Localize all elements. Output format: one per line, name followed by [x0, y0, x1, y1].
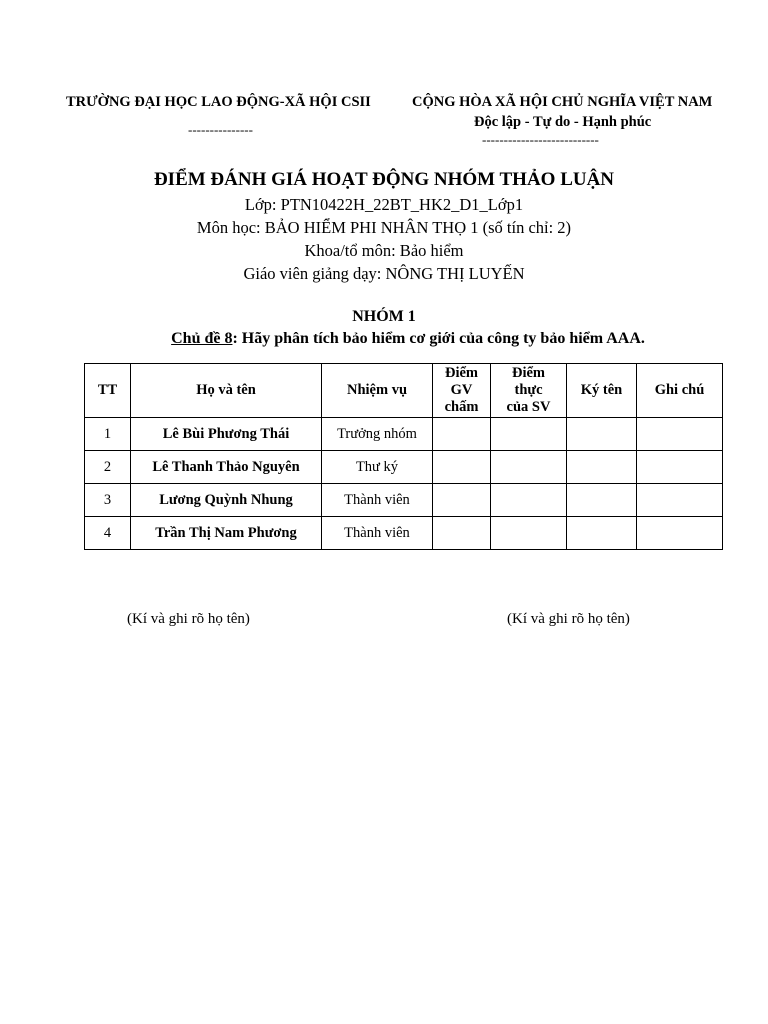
row-gv-score: [433, 484, 491, 517]
row-gv-score: [433, 517, 491, 550]
table-row: [85, 517, 723, 550]
faculty-line: Khoa/tổ môn: Bảo hiểm: [304, 241, 464, 260]
row-role: Thành viên: [322, 484, 433, 517]
country-motto-divider: ---------------------------: [482, 132, 599, 147]
signature-left: (Kí và ghi rõ họ tên): [127, 611, 250, 627]
row-note: [637, 484, 723, 517]
row-sv-score: [491, 484, 567, 517]
topic-label: Chủ đề 8: [171, 330, 233, 347]
group-heading: NHÓM 1: [352, 308, 416, 325]
header-sv-score: [491, 364, 567, 418]
table-row: [85, 484, 723, 517]
class-line: Lớp: PTN10422H_22BT_HK2_D1_Lớp1: [244, 195, 524, 214]
teacher-line: Giáo viên giảng dạy: NÔNG THỊ LUYẾN: [243, 264, 525, 283]
signature-right: (Kí và ghi rõ họ tên): [507, 611, 630, 627]
header-gv-line-3: chấm: [444, 399, 479, 415]
table-row: [85, 451, 723, 484]
row-tt: 1: [85, 418, 131, 451]
row-role: Thư ký: [322, 451, 433, 484]
row-tt: 2: [85, 451, 131, 484]
header-role: Nhiệm vụ: [322, 364, 433, 418]
row-name: Lê Thanh Thảo Nguyên: [131, 451, 322, 484]
header-sign: Ký tên: [567, 364, 637, 418]
table-row: [85, 418, 723, 451]
row-sv-score: [491, 451, 567, 484]
header-gv-line-1: Điểm: [444, 365, 478, 381]
topic-text: : Hãy phân tích bảo hiểm cơ giới của công ty bảo hiểm AAA.: [232, 330, 645, 347]
school-name: TRƯỜNG ĐẠI HỌC LAO ĐỘNG-XÃ HỘI CSII: [66, 94, 371, 110]
row-name: Trần Thị Nam Phương: [131, 517, 322, 550]
row-tt: 4: [85, 517, 131, 550]
header-sv-line-1: Điểm: [511, 365, 545, 381]
row-gv-score: [433, 451, 491, 484]
header-gv-score: [433, 364, 491, 418]
row-note: [637, 418, 723, 451]
row-role: Trưởng nhóm: [322, 418, 433, 451]
document-title: ĐIỂM ĐÁNH GIÁ HOẠT ĐỘNG NHÓM THẢO LUẬN: [153, 169, 615, 190]
row-note: [637, 517, 723, 550]
school-name-divider: ---------------: [188, 122, 253, 137]
subject-line: Môn học: BẢO HIỂM PHI NHÂN THỌ 1 (số tín chỉ: 2): [196, 218, 572, 237]
header-gv-line-2: GV: [450, 382, 473, 398]
evaluation-table: [84, 363, 723, 550]
row-name: Lê Bùi Phương Thái: [131, 418, 322, 451]
topic-line: [0, 330, 768, 348]
header-note: Ghi chú: [637, 364, 723, 418]
header-tt: TT: [85, 364, 131, 418]
header-name: Họ và tên: [131, 364, 322, 418]
row-sign: [567, 451, 637, 484]
header-sv-line-2: thực: [514, 382, 543, 398]
row-sv-score: [491, 418, 567, 451]
table-header-row: [85, 364, 723, 418]
row-sign: [567, 418, 637, 451]
header-sv-line-3: của SV: [506, 399, 551, 415]
country-name: CỘNG HÒA XÃ HỘI CHỦ NGHĨA VIỆT NAM: [412, 94, 713, 110]
country-motto: Độc lập - Tự do - Hạnh phúc: [474, 114, 652, 130]
row-gv-score: [433, 418, 491, 451]
row-sign: [567, 517, 637, 550]
row-sign: [567, 484, 637, 517]
row-sv-score: [491, 517, 567, 550]
row-tt: 3: [85, 484, 131, 517]
row-note: [637, 451, 723, 484]
row-role: Thành viên: [322, 517, 433, 550]
row-name: Lương Quỳnh Nhung: [131, 484, 322, 517]
